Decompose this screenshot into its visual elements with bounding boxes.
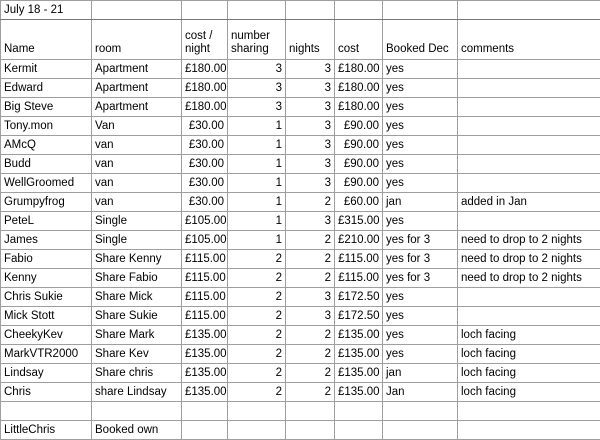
cell-cost-night[interactable]: £115.00	[182, 288, 228, 307]
cell-cost[interactable]: £315.00	[335, 212, 383, 231]
cell[interactable]	[182, 421, 228, 440]
cell-name[interactable]: Fabio	[1, 250, 92, 269]
cell-comments[interactable]: need to drop to 2 nights	[458, 231, 600, 250]
cell-cost[interactable]: £90.00	[335, 174, 383, 193]
cell-number-sharing[interactable]: 1	[228, 155, 286, 174]
cell[interactable]	[286, 402, 335, 421]
cell-comments[interactable]	[458, 212, 600, 231]
cell[interactable]	[383, 402, 458, 421]
cell-cost-night[interactable]: £115.00	[182, 307, 228, 326]
cell[interactable]	[335, 1, 383, 20]
cell-booked[interactable]: jan	[383, 193, 458, 212]
cell-nights[interactable]: 3	[286, 288, 335, 307]
cell-room[interactable]: Share Kenny	[92, 250, 182, 269]
table-row	[1, 212, 600, 231]
cell[interactable]	[335, 402, 383, 421]
header-cost-night[interactable]: cost / night	[182, 20, 228, 60]
cell-comments[interactable]	[458, 155, 600, 174]
cell-nights[interactable]: 2	[286, 345, 335, 364]
cell-number-sharing[interactable]: 1	[228, 231, 286, 250]
cell-cost[interactable]: £172.50	[335, 307, 383, 326]
table-row	[1, 117, 600, 136]
cell-nights[interactable]: 2	[286, 193, 335, 212]
cell-cost-night[interactable]: £30.00	[182, 117, 228, 136]
cell-cost-night[interactable]: £135.00	[182, 326, 228, 345]
cell[interactable]	[228, 1, 286, 20]
cell-number-sharing[interactable]: 2	[228, 383, 286, 402]
cell-comments[interactable]	[458, 79, 600, 98]
cell[interactable]	[286, 421, 335, 440]
cell-nights[interactable]: 2	[286, 326, 335, 345]
cell-comments[interactable]	[458, 136, 600, 155]
cell-cost[interactable]: £115.00	[335, 250, 383, 269]
cell-nights[interactable]: 2	[286, 364, 335, 383]
cell-number-sharing[interactable]: 2	[228, 345, 286, 364]
cell[interactable]	[228, 421, 286, 440]
cell-room[interactable]: Share Mark	[92, 326, 182, 345]
cell-cost[interactable]: £180.00	[335, 79, 383, 98]
cell-cost[interactable]: £90.00	[335, 155, 383, 174]
cell-nights[interactable]: 3	[286, 60, 335, 79]
cell-cost-night[interactable]: £115.00	[182, 269, 228, 288]
cell[interactable]	[383, 1, 458, 20]
cell-comments[interactable]: loch facing	[458, 364, 600, 383]
title-cell[interactable]: July 18 - 21	[1, 1, 92, 20]
cell[interactable]	[458, 402, 600, 421]
cell-booked[interactable]: yes	[383, 60, 458, 79]
table-row	[1, 155, 600, 174]
cell-cost-night[interactable]: £180.00	[182, 60, 228, 79]
cell-room[interactable]: Single	[92, 231, 182, 250]
cell-number-sharing[interactable]: 3	[228, 79, 286, 98]
cell-name[interactable]: James	[1, 231, 92, 250]
table-row	[1, 79, 600, 98]
cell-cost-night[interactable]: £180.00	[182, 98, 228, 117]
cell-nights[interactable]: 3	[286, 117, 335, 136]
cell-cost[interactable]: £135.00	[335, 364, 383, 383]
cell-name[interactable]: Edward	[1, 79, 92, 98]
cell-cost-night[interactable]: £105.00	[182, 212, 228, 231]
table-row	[1, 60, 600, 79]
cell-booked[interactable]: jan	[383, 364, 458, 383]
cell-nights[interactable]: 3	[286, 155, 335, 174]
cell-number-sharing[interactable]: 1	[228, 174, 286, 193]
cell-cost[interactable]: £90.00	[335, 136, 383, 155]
cell-room[interactable]: van	[92, 136, 182, 155]
cell-cost-night[interactable]: £30.00	[182, 193, 228, 212]
header-cost[interactable]: cost	[335, 20, 383, 60]
cell-name[interactable]: Tony.mon	[1, 117, 92, 136]
header-row	[1, 20, 600, 60]
cell-comments[interactable]	[458, 174, 600, 193]
cell-cost[interactable]: £135.00	[335, 345, 383, 364]
cell-booked[interactable]: yes	[383, 117, 458, 136]
header-nights[interactable]: nights	[286, 20, 335, 60]
cell-booked[interactable]: yes	[383, 307, 458, 326]
cell-room[interactable]: Apartment	[92, 98, 182, 117]
cell-nights[interactable]: 3	[286, 174, 335, 193]
cell[interactable]	[1, 402, 92, 421]
cell-cost[interactable]: £135.00	[335, 383, 383, 402]
table-row	[1, 364, 600, 383]
table-row	[1, 174, 600, 193]
cell-nights[interactable]: 2	[286, 269, 335, 288]
cell-name[interactable]: Chris	[1, 383, 92, 402]
cell-name[interactable]: LittleChris	[1, 421, 92, 440]
table-row	[1, 288, 600, 307]
cell-booked[interactable]: yes	[383, 98, 458, 117]
cell-name[interactable]: CheekyKev	[1, 326, 92, 345]
cell-cost-night[interactable]: £135.00	[182, 383, 228, 402]
table-row	[1, 307, 600, 326]
cell-room[interactable]: Share chris	[92, 364, 182, 383]
cell-cost[interactable]: £180.00	[335, 98, 383, 117]
cell-room[interactable]: Booked own	[92, 421, 182, 440]
cell-comments[interactable]	[458, 288, 600, 307]
cell-cost-night[interactable]: £30.00	[182, 155, 228, 174]
cell[interactable]	[335, 421, 383, 440]
cell-comments[interactable]	[458, 98, 600, 117]
cell-room[interactable]: van	[92, 193, 182, 212]
cell-room[interactable]: Single	[92, 212, 182, 231]
cell-nights[interactable]: 3	[286, 79, 335, 98]
cell-booked[interactable]: yes for 3	[383, 269, 458, 288]
cell-cost-night[interactable]: £30.00	[182, 136, 228, 155]
table-row	[1, 98, 600, 117]
cell-booked[interactable]: yes	[383, 174, 458, 193]
cell-comments[interactable]: loch facing	[458, 383, 600, 402]
table-row	[1, 136, 600, 155]
cell[interactable]	[383, 421, 458, 440]
cell-booked[interactable]: yes for 3	[383, 231, 458, 250]
cell-nights[interactable]: 3	[286, 98, 335, 117]
cell-nights[interactable]: 2	[286, 383, 335, 402]
cell-room[interactable]: Share Sukie	[92, 307, 182, 326]
cell-number-sharing[interactable]: 2	[228, 269, 286, 288]
cell-number-sharing[interactable]: 3	[228, 98, 286, 117]
table-row	[1, 326, 600, 345]
cell[interactable]	[228, 402, 286, 421]
cell[interactable]	[92, 1, 182, 20]
cell-room[interactable]: van	[92, 155, 182, 174]
cell-cost-night[interactable]: £135.00	[182, 345, 228, 364]
cell-name[interactable]: WellGroomed	[1, 174, 92, 193]
cell-nights[interactable]: 3	[286, 212, 335, 231]
cell-cost[interactable]: £180.00	[335, 60, 383, 79]
cell-nights[interactable]: 3	[286, 136, 335, 155]
cell-booked[interactable]: yes	[383, 79, 458, 98]
cell-comments[interactable]	[458, 60, 600, 79]
cell[interactable]	[286, 1, 335, 20]
cell-name[interactable]: PeteL	[1, 212, 92, 231]
cell-number-sharing[interactable]: 1	[228, 136, 286, 155]
cell-number-sharing[interactable]: 2	[228, 288, 286, 307]
table-row	[1, 250, 600, 269]
cell-booked[interactable]: yes	[383, 155, 458, 174]
table-row	[1, 421, 600, 440]
cell-cost-night[interactable]: £135.00	[182, 364, 228, 383]
cell-booked[interactable]: yes	[383, 212, 458, 231]
cell-name[interactable]: Budd	[1, 155, 92, 174]
table-row	[1, 269, 600, 288]
cell-name[interactable]: Big Steve	[1, 98, 92, 117]
cell-name[interactable]: Kermit	[1, 60, 92, 79]
cell-cost[interactable]: £60.00	[335, 193, 383, 212]
cell-room[interactable]: Share Kev	[92, 345, 182, 364]
cell-cost-night[interactable]: £30.00	[182, 174, 228, 193]
cell-cost-night[interactable]: £105.00	[182, 231, 228, 250]
blank-row	[1, 402, 600, 421]
cell-comments[interactable]: added in Jan	[458, 193, 600, 212]
header-comments[interactable]: comments	[458, 20, 600, 60]
cell[interactable]	[182, 1, 228, 20]
cell-comments[interactable]: need to drop to 2 nights	[458, 269, 600, 288]
cell-booked[interactable]: yes	[383, 326, 458, 345]
cell[interactable]	[182, 402, 228, 421]
cell-name[interactable]: MarkVTR2000	[1, 345, 92, 364]
cell-cost[interactable]: £135.00	[335, 326, 383, 345]
cell-comments[interactable]: loch facing	[458, 326, 600, 345]
cell-booked[interactable]: yes for 3	[383, 250, 458, 269]
table-row	[1, 383, 600, 402]
cell-number-sharing[interactable]: 1	[228, 117, 286, 136]
header-number-sharing[interactable]: number sharing	[228, 20, 286, 60]
table-row	[1, 231, 600, 250]
cell-cost[interactable]: £172.50	[335, 288, 383, 307]
cell-room[interactable]: Share Fabio	[92, 269, 182, 288]
cell-booked[interactable]: yes	[383, 288, 458, 307]
cell-room[interactable]: Van	[92, 117, 182, 136]
cell-name[interactable]: Mick Stott	[1, 307, 92, 326]
cell-number-sharing[interactable]: 1	[228, 212, 286, 231]
cell[interactable]	[458, 1, 600, 20]
cell-room[interactable]: Apartment	[92, 60, 182, 79]
cell[interactable]	[92, 402, 182, 421]
cell-name[interactable]: Grumpyfrog	[1, 193, 92, 212]
cell-room[interactable]: van	[92, 174, 182, 193]
cell-cost[interactable]: £115.00	[335, 269, 383, 288]
cell-number-sharing[interactable]: 2	[228, 250, 286, 269]
table-row	[1, 193, 600, 212]
header-name[interactable]: Name	[1, 20, 92, 60]
cell-number-sharing[interactable]: 2	[228, 364, 286, 383]
cell-number-sharing[interactable]: 3	[228, 60, 286, 79]
cell-cost[interactable]: £90.00	[335, 117, 383, 136]
cell-cost-night[interactable]: £180.00	[182, 79, 228, 98]
cell-number-sharing[interactable]: 2	[228, 326, 286, 345]
cell-name[interactable]: AMcQ	[1, 136, 92, 155]
cell-comments[interactable]	[458, 117, 600, 136]
cell-nights[interactable]: 3	[286, 307, 335, 326]
title-row	[1, 1, 600, 20]
cell-nights[interactable]: 2	[286, 250, 335, 269]
cell-name[interactable]: Chris Sukie	[1, 288, 92, 307]
cell-comments[interactable]: need to drop to 2 nights	[458, 250, 600, 269]
header-room[interactable]: room	[92, 20, 182, 60]
cell-number-sharing[interactable]: 2	[228, 307, 286, 326]
cell-number-sharing[interactable]: 1	[228, 193, 286, 212]
cell-nights[interactable]: 2	[286, 231, 335, 250]
cell-cost[interactable]: £210.00	[335, 231, 383, 250]
cell-name[interactable]: Kenny	[1, 269, 92, 288]
cell-cost-night[interactable]: £115.00	[182, 250, 228, 269]
cell-room[interactable]: share Lindsay	[92, 383, 182, 402]
cell-room[interactable]: Apartment	[92, 79, 182, 98]
header-booked[interactable]: Booked Dec	[383, 20, 458, 60]
cell-comments[interactable]: loch facing	[458, 345, 600, 364]
cell-room[interactable]: Share Mick	[92, 288, 182, 307]
cell-comments[interactable]	[458, 307, 600, 326]
cell-booked[interactable]: yes	[383, 136, 458, 155]
cell[interactable]	[458, 421, 600, 440]
cell-booked[interactable]: Jan	[383, 383, 458, 402]
table-row	[1, 345, 600, 364]
cell-name[interactable]: Lindsay	[1, 364, 92, 383]
cell-booked[interactable]: yes	[383, 345, 458, 364]
